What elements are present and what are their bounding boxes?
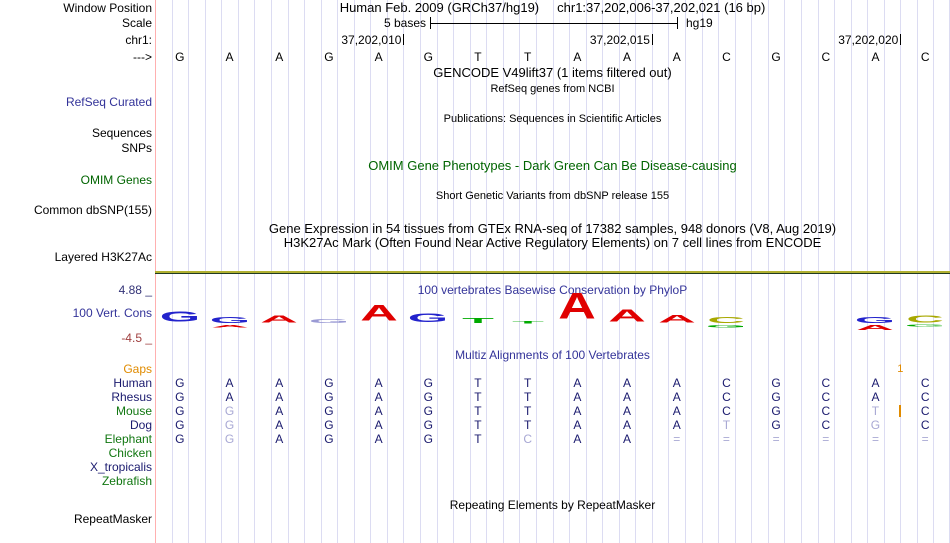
track-label-sequences[interactable]: Sequences — [91, 126, 152, 140]
publications-track-message: Publications: Sequences in Scientific Articles — [443, 113, 662, 125]
alignment-base: A — [275, 376, 284, 390]
phylop-logo-letter — [503, 321, 553, 324]
alignment-base: T — [722, 418, 731, 432]
track-label-vert-cons[interactable]: 100 Vert. Cons — [72, 306, 152, 320]
sequence-base: C — [920, 50, 930, 64]
phylop-logo-glyph: G — [904, 324, 946, 328]
alignment-base: G — [324, 404, 334, 418]
ruler-tick-mark — [652, 34, 653, 45]
phylop-logo-glyph: G — [308, 317, 350, 325]
phylop-logo-glyph: G — [209, 315, 250, 325]
h3k27ac-track-message: H3K27Ac Mark (Often Found Near Active Regulatory Elements) on 7 cell lines from ENCODE — [283, 235, 822, 250]
phylop-logo-glyph: A — [657, 312, 696, 325]
sequence-base: T — [474, 50, 482, 64]
phylop-logo-glyph: A — [210, 324, 249, 329]
track-label-layered-h3k27ac[interactable]: Layered H3K27Ac — [54, 250, 152, 264]
phylop-logo-glyph: A — [359, 301, 398, 326]
phylop-logo-letter — [155, 308, 205, 326]
alignment-base: C — [920, 418, 930, 432]
scale-bar-line — [430, 23, 677, 24]
alignment-base: A — [672, 376, 681, 390]
alignment-base: G — [324, 390, 334, 404]
ruler-tick-mark — [403, 34, 404, 45]
species-label-elephant[interactable]: Elephant — [104, 432, 152, 446]
alignment-base: C — [821, 390, 831, 404]
species-label-dog[interactable]: Dog — [129, 418, 152, 432]
phylop-logo-letter — [254, 313, 304, 325]
ruler-tick-mark — [900, 34, 901, 45]
alignment-base: = — [822, 432, 830, 446]
phylop-logo-glyph: A — [260, 313, 299, 325]
alignment-base: G — [324, 432, 334, 446]
species-label-mouse[interactable]: Mouse — [115, 404, 152, 418]
species-label-gaps[interactable]: Gaps — [123, 362, 152, 376]
omim-track-message: OMIM Gene Phenotypes - Dark Green Can Be Disease-causing — [368, 158, 737, 173]
phylop-logo-letter — [205, 315, 255, 325]
alignment-base: G — [175, 376, 185, 390]
alignment-base: T — [474, 404, 482, 418]
alignment-base: A — [573, 432, 582, 446]
species-label-zebrafish[interactable]: Zebrafish — [101, 474, 152, 488]
phylop-logo-letter — [602, 305, 652, 326]
alignment-base: T — [871, 404, 880, 418]
alignment-base: C — [920, 404, 930, 418]
alignment-base: A — [623, 418, 632, 432]
alignment-base: A — [623, 376, 632, 390]
phylop-logo-glyph: C — [906, 313, 944, 325]
track-label-repeatmasker[interactable]: RepeatMasker — [73, 512, 152, 526]
species-label-x_tropicalis[interactable]: X_tropicalis — [89, 460, 152, 474]
sequence-base: G — [324, 50, 334, 64]
phylop-max-value: 4.88 _ — [118, 283, 152, 297]
alignment-base: C — [821, 376, 831, 390]
alignment-base: T — [523, 390, 532, 404]
gtex-track-message: Gene Expression in 54 tissues from GTEx RNA-seq of 17382 samples, 948 donors (V8, Aug 2019) — [268, 221, 837, 236]
dbsnp-track-message: Short Genetic Variants from dbSNP release 155 — [435, 190, 670, 202]
alignment-base: A — [275, 390, 284, 404]
alignment-base: G — [423, 432, 433, 446]
alignment-base: C — [722, 390, 731, 404]
alignment-base: A — [672, 404, 681, 418]
scale-bar-tick-right — [677, 17, 678, 29]
track-label-common-dbsnp[interactable]: Common dbSNP(155) — [33, 203, 152, 217]
alignment-base: A — [871, 376, 880, 390]
phylop-logo-letter — [702, 315, 752, 325]
phylop-logo-letter — [702, 326, 752, 329]
sequence-base: G — [423, 50, 433, 64]
scale-label: Scale — [121, 16, 152, 30]
track-label-refseq-curated[interactable]: RefSeq Curated — [65, 95, 152, 109]
window-position-label: Window Position — [63, 1, 152, 15]
phylop-logo-glyph: T — [511, 320, 544, 324]
sequence-base: G — [175, 50, 185, 64]
alignment-base: A — [623, 404, 632, 418]
alignment-base: A — [573, 404, 582, 418]
sequence-base: A — [573, 50, 582, 64]
phylop-logo-letter — [453, 315, 503, 325]
phylop-logo-glyph: C — [707, 315, 746, 325]
scale-bar-tick-left — [430, 17, 431, 29]
alignment-base: G — [324, 376, 334, 390]
strand-arrow: ---> — [133, 50, 152, 64]
alignment-base: = — [921, 432, 929, 446]
alignment-base: = — [871, 432, 879, 446]
phylop-track-title: 100 vertebrates Basewise Conservation by PhyloP — [417, 283, 688, 297]
phylop-logo-letter — [205, 326, 255, 329]
sequence-base: A — [225, 50, 234, 64]
alignment-base: G — [423, 404, 433, 418]
alignment-base: A — [374, 376, 383, 390]
alignment-base: C — [722, 404, 731, 418]
alignment-base: G — [175, 432, 185, 446]
alignment-base: G — [423, 376, 433, 390]
track-label-snps[interactable]: SNPs — [121, 141, 152, 155]
phylop-logo-glyph: T — [462, 315, 494, 325]
alignment-base: G — [771, 390, 781, 404]
phylop-logo-glyph: A — [608, 305, 646, 326]
ruler-tick-label: 37,202,015 — [589, 33, 650, 47]
sequence-base: T — [523, 50, 532, 64]
alignment-base: T — [474, 376, 482, 390]
phylop-logo-glyph: A — [856, 323, 895, 332]
ruler-tick-label: 37,202,020 — [838, 33, 899, 47]
alignment-base: = — [722, 432, 730, 446]
phylop-min-value: -4.5 _ — [121, 331, 152, 345]
assembly-short-name: hg19 — [686, 16, 713, 30]
alignment-base: A — [225, 390, 234, 404]
alignment-base: G — [224, 404, 235, 418]
alignment-base: T — [474, 390, 482, 404]
alignment-base: C — [920, 390, 930, 404]
sequence-base: A — [374, 50, 383, 64]
alignment-base: C — [821, 418, 831, 432]
assembly-title: Human Feb. 2009 (GRCh37/hg19) — [339, 0, 540, 15]
alignment-base: G — [771, 404, 781, 418]
phylop-logo-glyph: G — [855, 315, 896, 325]
alignment-base: A — [623, 432, 632, 446]
sequence-base: G — [771, 50, 781, 64]
alignment-base: T — [523, 418, 532, 432]
scale-bar-label: 5 bases — [383, 16, 426, 30]
sequence-base: C — [821, 50, 831, 64]
alignment-base: G — [870, 418, 881, 432]
alignment-base: A — [275, 404, 284, 418]
refseq-track-message: RefSeq genes from NCBI — [490, 83, 615, 95]
track-label-omim-genes[interactable]: OMIM Genes — [80, 173, 152, 187]
header-line — [155, 1, 950, 15]
alignment-base: = — [673, 432, 681, 446]
repeatmasker-track-message: Repeating Elements by RepeatMasker — [449, 498, 656, 512]
alignment-base: C — [821, 404, 831, 418]
sequence-base: A — [275, 50, 284, 64]
alignment-base: G — [224, 432, 235, 446]
species-label-human[interactable]: Human — [113, 376, 152, 390]
alignment-base: C — [722, 376, 731, 390]
sequence-base: A — [623, 50, 632, 64]
alignment-base: = — [772, 432, 780, 446]
alignment-base: C — [523, 432, 532, 446]
phylop-logo-letter — [851, 323, 901, 332]
phylop-logo-letter — [900, 313, 950, 325]
phylop-logo-glyph: G — [408, 311, 449, 325]
sequence-base: C — [722, 50, 731, 64]
chromosome-label: chr1: — [125, 33, 152, 47]
phylop-logo-letter — [900, 326, 950, 328]
phylop-logo-letter — [553, 286, 603, 328]
phylop-logo-letter — [354, 301, 404, 326]
alignment-base: A — [275, 432, 284, 446]
alignment-base: G — [224, 418, 235, 432]
alignment-base: G — [175, 390, 185, 404]
species-label-rhesus[interactable]: Rhesus — [111, 390, 152, 404]
phylop-logo-letter — [304, 317, 354, 325]
phylop-logo-glyph: G — [706, 324, 747, 329]
alignment-base: C — [920, 376, 930, 390]
sequence-base: A — [871, 50, 880, 64]
alignment-base: A — [573, 418, 582, 432]
alignment-base: G — [175, 404, 185, 418]
alignment-base: G — [423, 390, 433, 404]
alignment-base: G — [423, 418, 433, 432]
species-label-chicken[interactable]: Chicken — [108, 446, 152, 460]
ruler-tick-label: 37,202,010 — [341, 33, 402, 47]
alignment-base: G — [175, 418, 185, 432]
alignment-base: A — [573, 390, 582, 404]
insertion-bar — [899, 405, 901, 417]
h3k27ac-baseline-dark — [155, 273, 950, 274]
alignment-base: T — [523, 404, 532, 418]
alignment-base: A — [225, 376, 234, 390]
alignment-base: T — [523, 376, 532, 390]
insertion-count: 1 — [897, 363, 904, 375]
alignment-base: A — [275, 418, 284, 432]
alignment-base: A — [672, 390, 681, 404]
gencode-track-message: GENCODE V49lift37 (1 items filtered out) — [433, 65, 672, 80]
multiz-track-title: Multiz Alignments of 100 Vertebrates — [455, 348, 650, 362]
alignment-base: A — [374, 432, 383, 446]
alignment-base: T — [474, 432, 482, 446]
phylop-logo-glyph: A — [558, 286, 597, 328]
alignment-base: A — [573, 376, 582, 390]
alignment-base: A — [871, 390, 880, 404]
alignment-base: A — [374, 390, 383, 404]
alignment-base: G — [771, 376, 781, 390]
alignment-base: G — [324, 418, 334, 432]
sequence-base: A — [672, 50, 681, 64]
window-position-value: chr1:37,202,006-37,202,021 (16 bp) — [557, 0, 766, 15]
phylop-logo-glyph: G — [159, 308, 201, 326]
alignment-base: A — [623, 390, 632, 404]
alignment-base: G — [771, 418, 781, 432]
phylop-logo-letter — [652, 312, 702, 325]
alignment-base: A — [672, 418, 681, 432]
alignment-base: A — [374, 404, 383, 418]
alignment-base: A — [374, 418, 383, 432]
phylop-logo-letter — [403, 311, 453, 325]
alignment-base: T — [474, 418, 482, 432]
